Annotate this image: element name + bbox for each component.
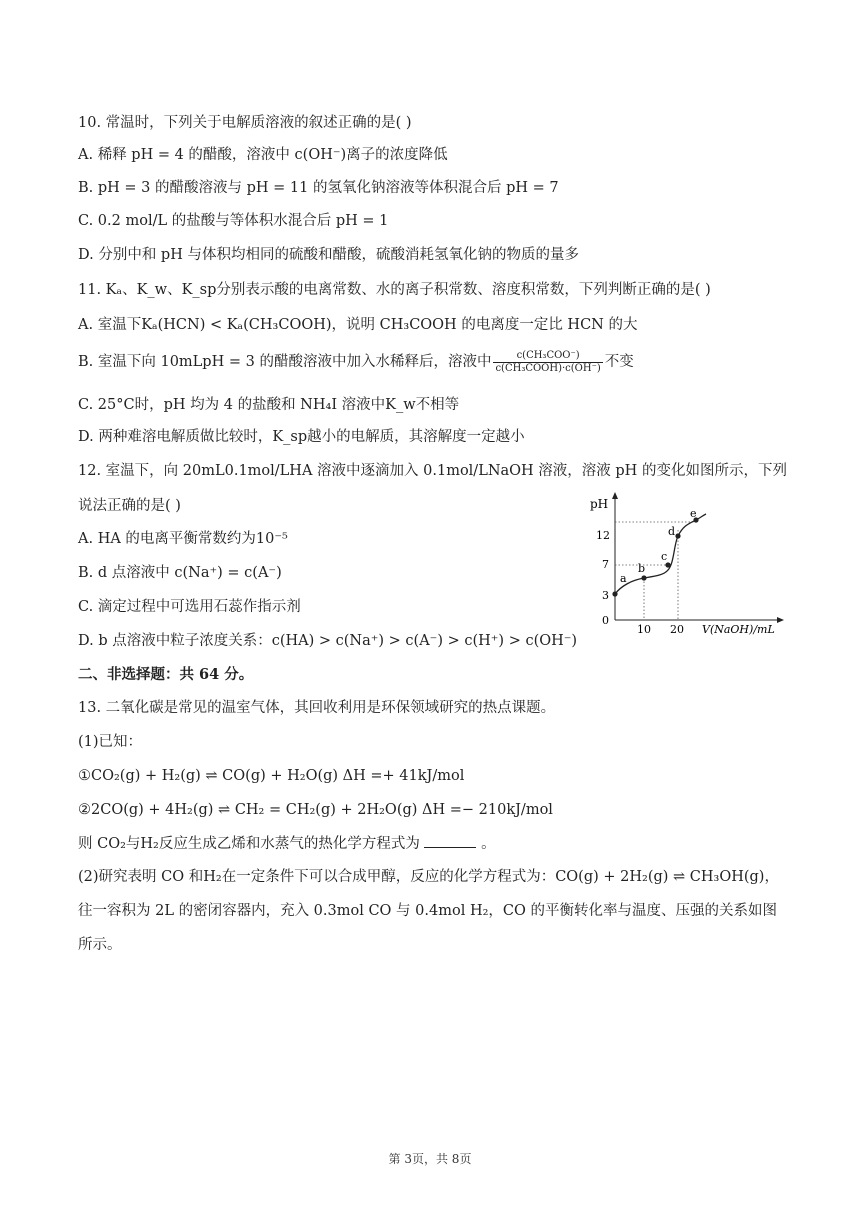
point-c bbox=[665, 562, 670, 567]
point-b bbox=[641, 575, 646, 580]
q13-question-end: 。 bbox=[481, 836, 496, 852]
q13-part2-line-3: 所示。 bbox=[78, 937, 122, 953]
q10-option-a: A. 稀释 pH = 4 的醋酸，溶液中 c(OH⁻)离子的浓度降低 bbox=[78, 147, 448, 163]
q11-fraction-numerator: c(CH₃COO⁻) bbox=[493, 350, 602, 363]
origin-label: 0 bbox=[602, 614, 609, 627]
y-tick-7: 7 bbox=[602, 558, 609, 571]
x-tick-10: 10 bbox=[637, 623, 651, 636]
q10-option-d: D. 分别中和 pH 与体积均相同的硫酸和醋酸，硫酸消耗氢氧化钠的物质的量多 bbox=[78, 247, 579, 263]
q13-question-text: 则 CO₂与H₂反应生成乙烯和水蒸气的热化学方程式为 bbox=[78, 836, 420, 852]
q12-stem-line-1: 12. 室温下，向 20mL0.1mol/LHA 溶液中逐滴加入 0.1mol/LNaOH 溶液，溶液 pH 的变化如图所示，下列 bbox=[78, 463, 787, 479]
q13-equation-1: ①CO₂(g) + H₂(g) ⇌ CO(g) + H₂O(g) ΔH =+ 41kJ/mol bbox=[78, 768, 465, 784]
x-axis-label: V(NaOH)/mL bbox=[702, 623, 775, 636]
q12-stem-line-2: 说法正确的是( ) bbox=[78, 498, 181, 514]
x-tick-20: 20 bbox=[670, 623, 684, 636]
q13-equation-2: ②2CO(g) + 4H₂(g) ⇌ CH₂ = CH₂(g) + 2H₂O(g) ΔH =− 210kJ/mol bbox=[78, 802, 553, 818]
q10-option-b: B. pH = 3 的醋酸溶液与 pH = 11 的氢氧化钠溶液等体积混合后 pH = 7 bbox=[78, 180, 559, 196]
q11-fraction-denominator: c(CH₃COOH)·c(OH⁻) bbox=[495, 362, 601, 374]
answer-blank bbox=[424, 833, 476, 848]
point-label-d: d bbox=[668, 525, 676, 538]
q13-question-line bbox=[78, 833, 496, 854]
q11-option-c: C. 25°C时，pH 均为 4 的盐酸和 NH₄I 溶液中K_w不相等 bbox=[78, 397, 460, 413]
q13-stem: 13. 二氧化碳是常见的温室气体，其回收利用是环保领域研究的热点课题。 bbox=[78, 700, 556, 716]
q11-stem: 11. Kₐ、K_w、K_sp分别表示酸的电离常数、水的离子积常数、溶度积常数，下列判断正确的是( ) bbox=[78, 282, 711, 298]
point-label-c: c bbox=[661, 550, 668, 563]
titration-curve-graph bbox=[588, 492, 784, 642]
q11-fraction bbox=[493, 350, 602, 375]
point-label-e: e bbox=[690, 507, 697, 520]
page-footer: 第 3页，共 8页 bbox=[388, 1152, 472, 1166]
q13-part1-intro: (1)已知： bbox=[78, 734, 143, 750]
q12-option-c: C. 滴定过程中可选用石蕊作指示剂 bbox=[78, 599, 301, 615]
section-heading-non-choice: 二、非选择题：共 64 分。 bbox=[78, 666, 254, 683]
q11-option-a: A. 室温下Kₐ(HCN) < Kₐ(CH₃COOH)，说明 CH₃COOH 的电离度一定比 HCN 的大 bbox=[78, 317, 638, 333]
q10-stem: 10. 常温时，下列关于电解质溶液的叙述正确的是( ) bbox=[78, 115, 412, 131]
q10-option-c: C. 0.2 mol/L 的盐酸与等体积水混合后 pH = 1 bbox=[78, 213, 389, 229]
point-d bbox=[675, 533, 680, 538]
q12-option-b: B. d 点溶液中 c(Na⁺) = c(A⁻) bbox=[78, 565, 282, 581]
point-label-b: b bbox=[638, 562, 646, 575]
q12-option-a: A. HA 的电离平衡常数约为10⁻⁵ bbox=[78, 531, 288, 547]
q11-option-b-text: B. 室温下向 10mLpH = 3 的醋酸溶液中加入水稀释后，溶液中 bbox=[78, 354, 492, 370]
y-axis-label: pH bbox=[590, 497, 609, 511]
y-tick-12: 12 bbox=[596, 529, 610, 542]
x-axis-arrow bbox=[777, 617, 784, 623]
q11-option-d: D. 两种难溶电解质做比较时，K_sp越小的电解质，其溶解度一定越小 bbox=[78, 429, 525, 445]
q13-part2-line-2: 往一容积为 2L 的密闭容器内，充入 0.3mol CO 与 0.4mol H₂，CO 的平衡转化率与温度、压强的关系如图 bbox=[78, 903, 777, 919]
y-tick-3: 3 bbox=[602, 589, 609, 602]
guide-lines bbox=[615, 522, 696, 620]
q12-option-d: D. b 点溶液中粒子浓度关系：c(HA) > c(Na⁺) > c(A⁻) > c(H⁺) > c(OH⁻) bbox=[78, 633, 578, 649]
point-label-a: a bbox=[620, 572, 627, 585]
q13-part2-line-1: (2)研究表明 CO 和H₂在一定条件下可以合成甲醇，反应的化学方程式为：CO(g) + 2H₂(g) ⇌ CH₃OH(g)， bbox=[78, 869, 779, 885]
y-axis-arrow bbox=[612, 492, 618, 499]
point-a bbox=[612, 591, 617, 596]
q11-option-b bbox=[78, 348, 634, 376]
q11-option-b-tail: 不变 bbox=[604, 354, 634, 370]
